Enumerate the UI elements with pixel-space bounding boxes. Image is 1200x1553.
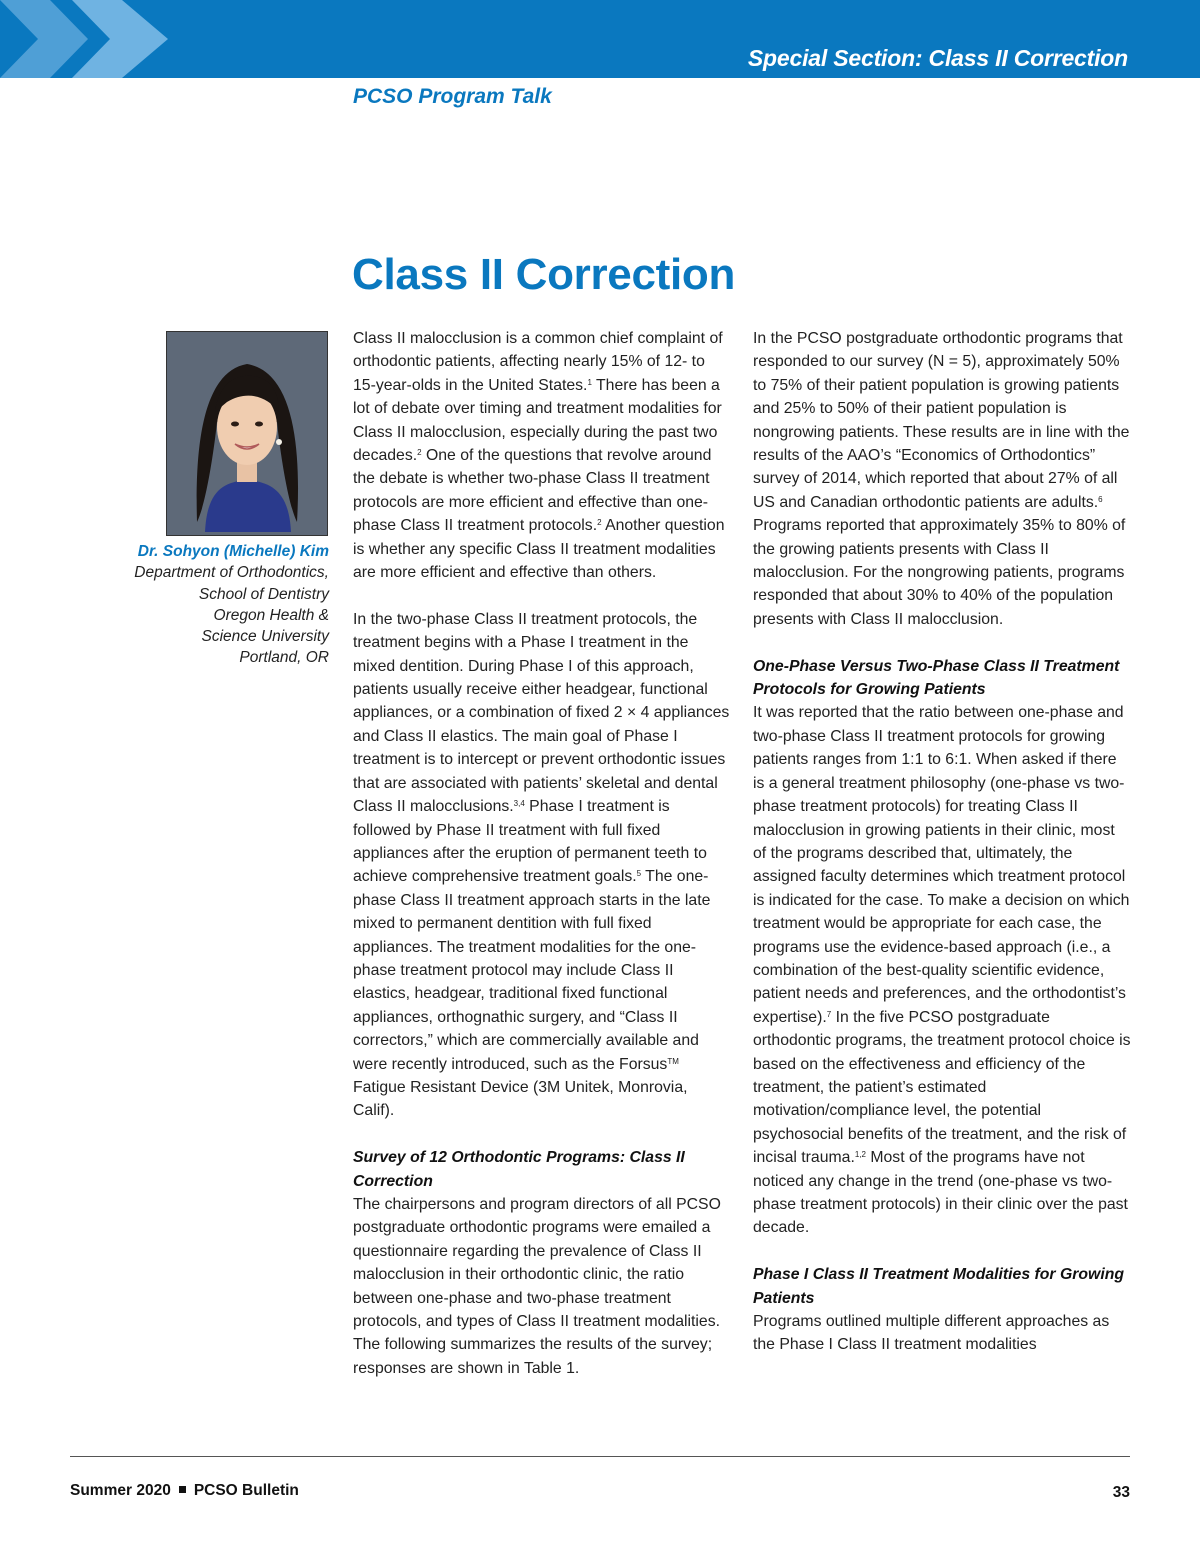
subheading: Phase I Class II Treatment Modalities for Growing Patients <box>753 1266 1125 1307</box>
subheading: One-Phase Versus Two-Phase Class II Treatment Protocols for Growing Patients <box>753 657 1120 699</box>
affiliation-line: Portland, OR <box>239 649 329 667</box>
author-photo <box>166 331 328 536</box>
footer-issue <box>70 1482 299 1500</box>
section-title: Special Section: Class II Correction <box>747 45 1128 71</box>
footer-divider <box>70 1456 1130 1457</box>
issue-date: Summer 2020 <box>70 1482 171 1499</box>
affiliation-line: Department of Orthodontics, <box>134 564 329 582</box>
page-number: 33 <box>1112 1484 1130 1501</box>
paragraph: Programs outlined multiple different approaches as the Phase I Class II treatment modalities <box>753 1313 1110 1354</box>
portrait-image <box>167 332 327 535</box>
chevron-decoration-icon <box>0 0 180 78</box>
author-byline <box>70 541 329 669</box>
author-name: Dr. Sohyon (Michelle) Kim <box>137 543 329 560</box>
header-band <box>0 0 1200 78</box>
paragraph: In the PCSO postgraduate orthodontic programs that responded to our survey (N = 5), approximately 50% to 75% of their patient population is growing patients and 25% to 50% of their patient population is nongrowing patients. These results are in line with the results of the AAO’s “Economics of Orthodontics” survey of 2014, which reported that about 27% of all US and Canadian orthodontic patients are adults.$^6$ Programs reported that approximately 35% to 80% of the growing patients presents with Class II malocclusion. For the nongrowing patients, programs responded that about 30% to 40% of the population presents with Class II malocclusion. <box>753 330 1130 628</box>
body-column-right <box>753 327 1131 1357</box>
paragraph: Class II malocclusion is a common chief complaint of orthodontic patients, affecting nearly 15% of 12- to 15-year-olds in the United States.$^1$ There has been a lot of debate over timing and treatment modalities for Class II malocclusion, especially during the past two decades.$^2$ One of the questions that revolve around the debate is whether two-phase Class II treatment protocols are more efficient and effective than one-phase Class II treatment protocols.$^2$ Another question is whether any specific Class II treatment modalities are more efficient and effective than others. <box>353 330 725 582</box>
paragraph: In the two-phase Class II treatment protocols, the treatment begins with a Phase I treatment in the mixed dentition. During Phase I of this approach, patients usually receive either headgear, functional appliances, or a combination of fixed 2 × 4 appliances and Class II elastics. The main goal of Phase I treatment is to intercept or prevent orthodontic issues that are associated with patients’ skeletal and dental Class II malocclusions.$^{3,4}$ Phase I treatment is followed by Phase II treatment with full fixed appliances after the eruption of permanent teeth to achieve comprehensive treatment goals.$^5$ The one-phase Class II treatment approach starts in the late mixed to permanent dentition with full fixed appliances. The treatment modalities for the one-phase treatment protocol may include Class II elastics, headgear, traditional fixed functional appliances, orthognathic surgery, and “Class II correctors,” which are commercially available and were recently introduced, such as the Forsus™ Fatigue Resistant Device (3M Unitek, Monrovia, Calif). <box>353 610 730 1120</box>
affiliation-line: Science University <box>201 628 329 646</box>
body-column-left <box>353 327 731 1380</box>
paragraph: The chairpersons and program directors of all PCSO postgraduate orthodontic programs were emailed a questionnaire regarding the prevalence of Class II malocclusion in their orthodontic clinic, the ratio between one-phase and two-phase treatment protocols, and types of Class II treatment modalities. The following summarizes the results of the survey; responses are shown in Table 1. <box>353 1196 721 1377</box>
paragraph: It was reported that the ratio between one-phase and two-phase Class II treatment protocols for growing patients ranges from 1:1 to 6:1. When asked if there is a general treatment philosophy (one-phase vs two-phase treatment protocols) for treating Class II malocclusion in growing patients in their clinic, most of the programs described that, ultimately, the assigned faculty determines which treatment protocol is indicated for the case. To make a decision on which treatment would be appropriate for each case, the programs use the evidence-based approach (i.e., a combination of the best-quality scientific evidence, patient needs and preferences, and the orthodontist’s expertise).$^7$ In the five PCSO postgraduate orthodontic programs, the treatment protocol choice is based on the effectiveness and efficiency of the treatment, the patient’s estimated motivation/compliance level, the potential psychosocial benefits of the treatment, and the risk of incisal trauma.$^{1,2}$ Most of the programs have not noticed any change in the trend (one-phase vs two-phase treatment protocols) in their clinic over the past decade. <box>753 704 1131 1237</box>
article-title: Class II Correction <box>352 250 736 299</box>
program-talk-label: PCSO Program Talk <box>353 85 552 108</box>
subheading: Survey of 12 Orthodontic Programs: Class II Correction <box>353 1149 685 1190</box>
publication-name: PCSO Bulletin <box>193 1482 299 1499</box>
affiliation-line: Oregon Health & <box>213 606 329 624</box>
affiliation-line: School of Dentistry <box>198 585 329 603</box>
square-bullet-icon <box>179 1486 186 1493</box>
